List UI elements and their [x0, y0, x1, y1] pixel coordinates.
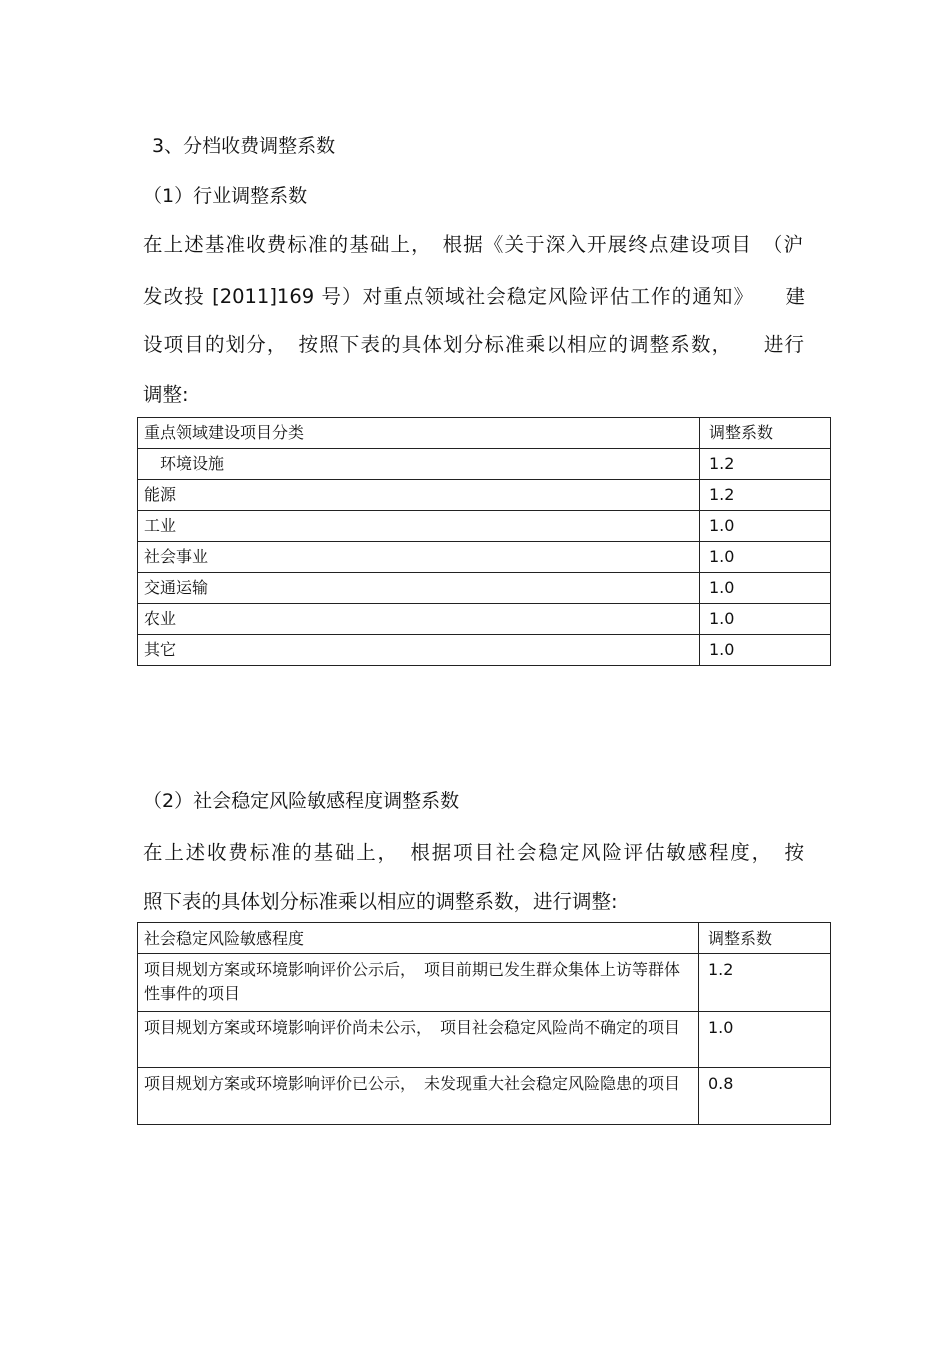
coefficient-cell: 1.2: [700, 449, 831, 480]
table-header-cell: 重点领域建设项目分类: [138, 418, 700, 449]
paragraph-line: 照下表的具体划分标准乘以相应的调整系数，进行调整:: [143, 890, 618, 913]
industry-coefficient-table: [137, 417, 831, 666]
sensitivity-coefficient-table: [137, 922, 831, 1125]
subsection-2-title: （2）社会稳定风险敏感程度调整系数: [143, 790, 460, 812]
table-row: [138, 635, 831, 666]
coefficient-cell: 1.0: [700, 511, 831, 542]
category-cell: 工业: [138, 511, 700, 542]
paragraph-line: 设项目的划分， 按照下表的具体划分标准乘以相应的调整系数， 进行: [143, 333, 804, 356]
category-cell: 交通运输: [138, 573, 700, 604]
table-row: [138, 604, 831, 635]
coefficient-cell: 1.0: [700, 542, 831, 573]
table-row: [138, 449, 831, 480]
sensitivity-cell: 项目规划方案或环境影响评价公示后， 项目前期已发生群众集体上访等群体性事件的项目: [138, 954, 699, 1012]
coefficient-cell: 1.0: [699, 1012, 831, 1068]
table-header-row: [138, 418, 831, 449]
sensitivity-cell: 项目规划方案或环境影响评价已公示， 未发现重大社会稳定风险隐患的项目: [138, 1068, 699, 1125]
category-cell: 社会事业: [138, 542, 700, 573]
coefficient-cell: 0.8: [699, 1068, 831, 1125]
coefficient-cell: 1.0: [700, 573, 831, 604]
coefficient-cell: 1.0: [700, 635, 831, 666]
paragraph-line: 发改投 [2011]169 号）对重点领域社会稳定风险评估工作的通知》 建: [143, 285, 805, 308]
table-row: [138, 573, 831, 604]
table-row: [138, 1068, 831, 1125]
category-cell: 能源: [138, 480, 700, 511]
table-header-cell: 调整系数: [699, 923, 831, 954]
category-cell: 其它: [138, 635, 700, 666]
sensitivity-cell: 项目规划方案或环境影响评价尚未公示， 项目社会稳定风险尚不确定的项目: [138, 1012, 699, 1068]
table-row: [138, 954, 831, 1012]
coefficient-cell: 1.0: [700, 604, 831, 635]
table-row: [138, 511, 831, 542]
table-header-cell: 调整系数: [700, 418, 831, 449]
table-row: [138, 480, 831, 511]
table-row: [138, 1012, 831, 1068]
paragraph-line: 在上述基准收费标准的基础上， 根据《关于深入开展终点建设项目 （沪: [143, 233, 803, 256]
subsection-1-title: （1）行业调整系数: [143, 185, 308, 207]
paragraph-line: 在上述收费标准的基础上， 根据项目社会稳定风险评估敏感程度， 按: [143, 841, 804, 864]
section-title: 3、分档收费调整系数: [152, 135, 336, 157]
category-cell: 农业: [138, 604, 700, 635]
category-cell: 环境设施: [138, 449, 700, 480]
table-header-row: [138, 923, 831, 954]
coefficient-cell: 1.2: [699, 954, 831, 1012]
table-header-cell: 社会稳定风险敏感程度: [138, 923, 699, 954]
coefficient-cell: 1.2: [700, 480, 831, 511]
paragraph-line: 调整:: [143, 383, 189, 406]
table-row: [138, 542, 831, 573]
